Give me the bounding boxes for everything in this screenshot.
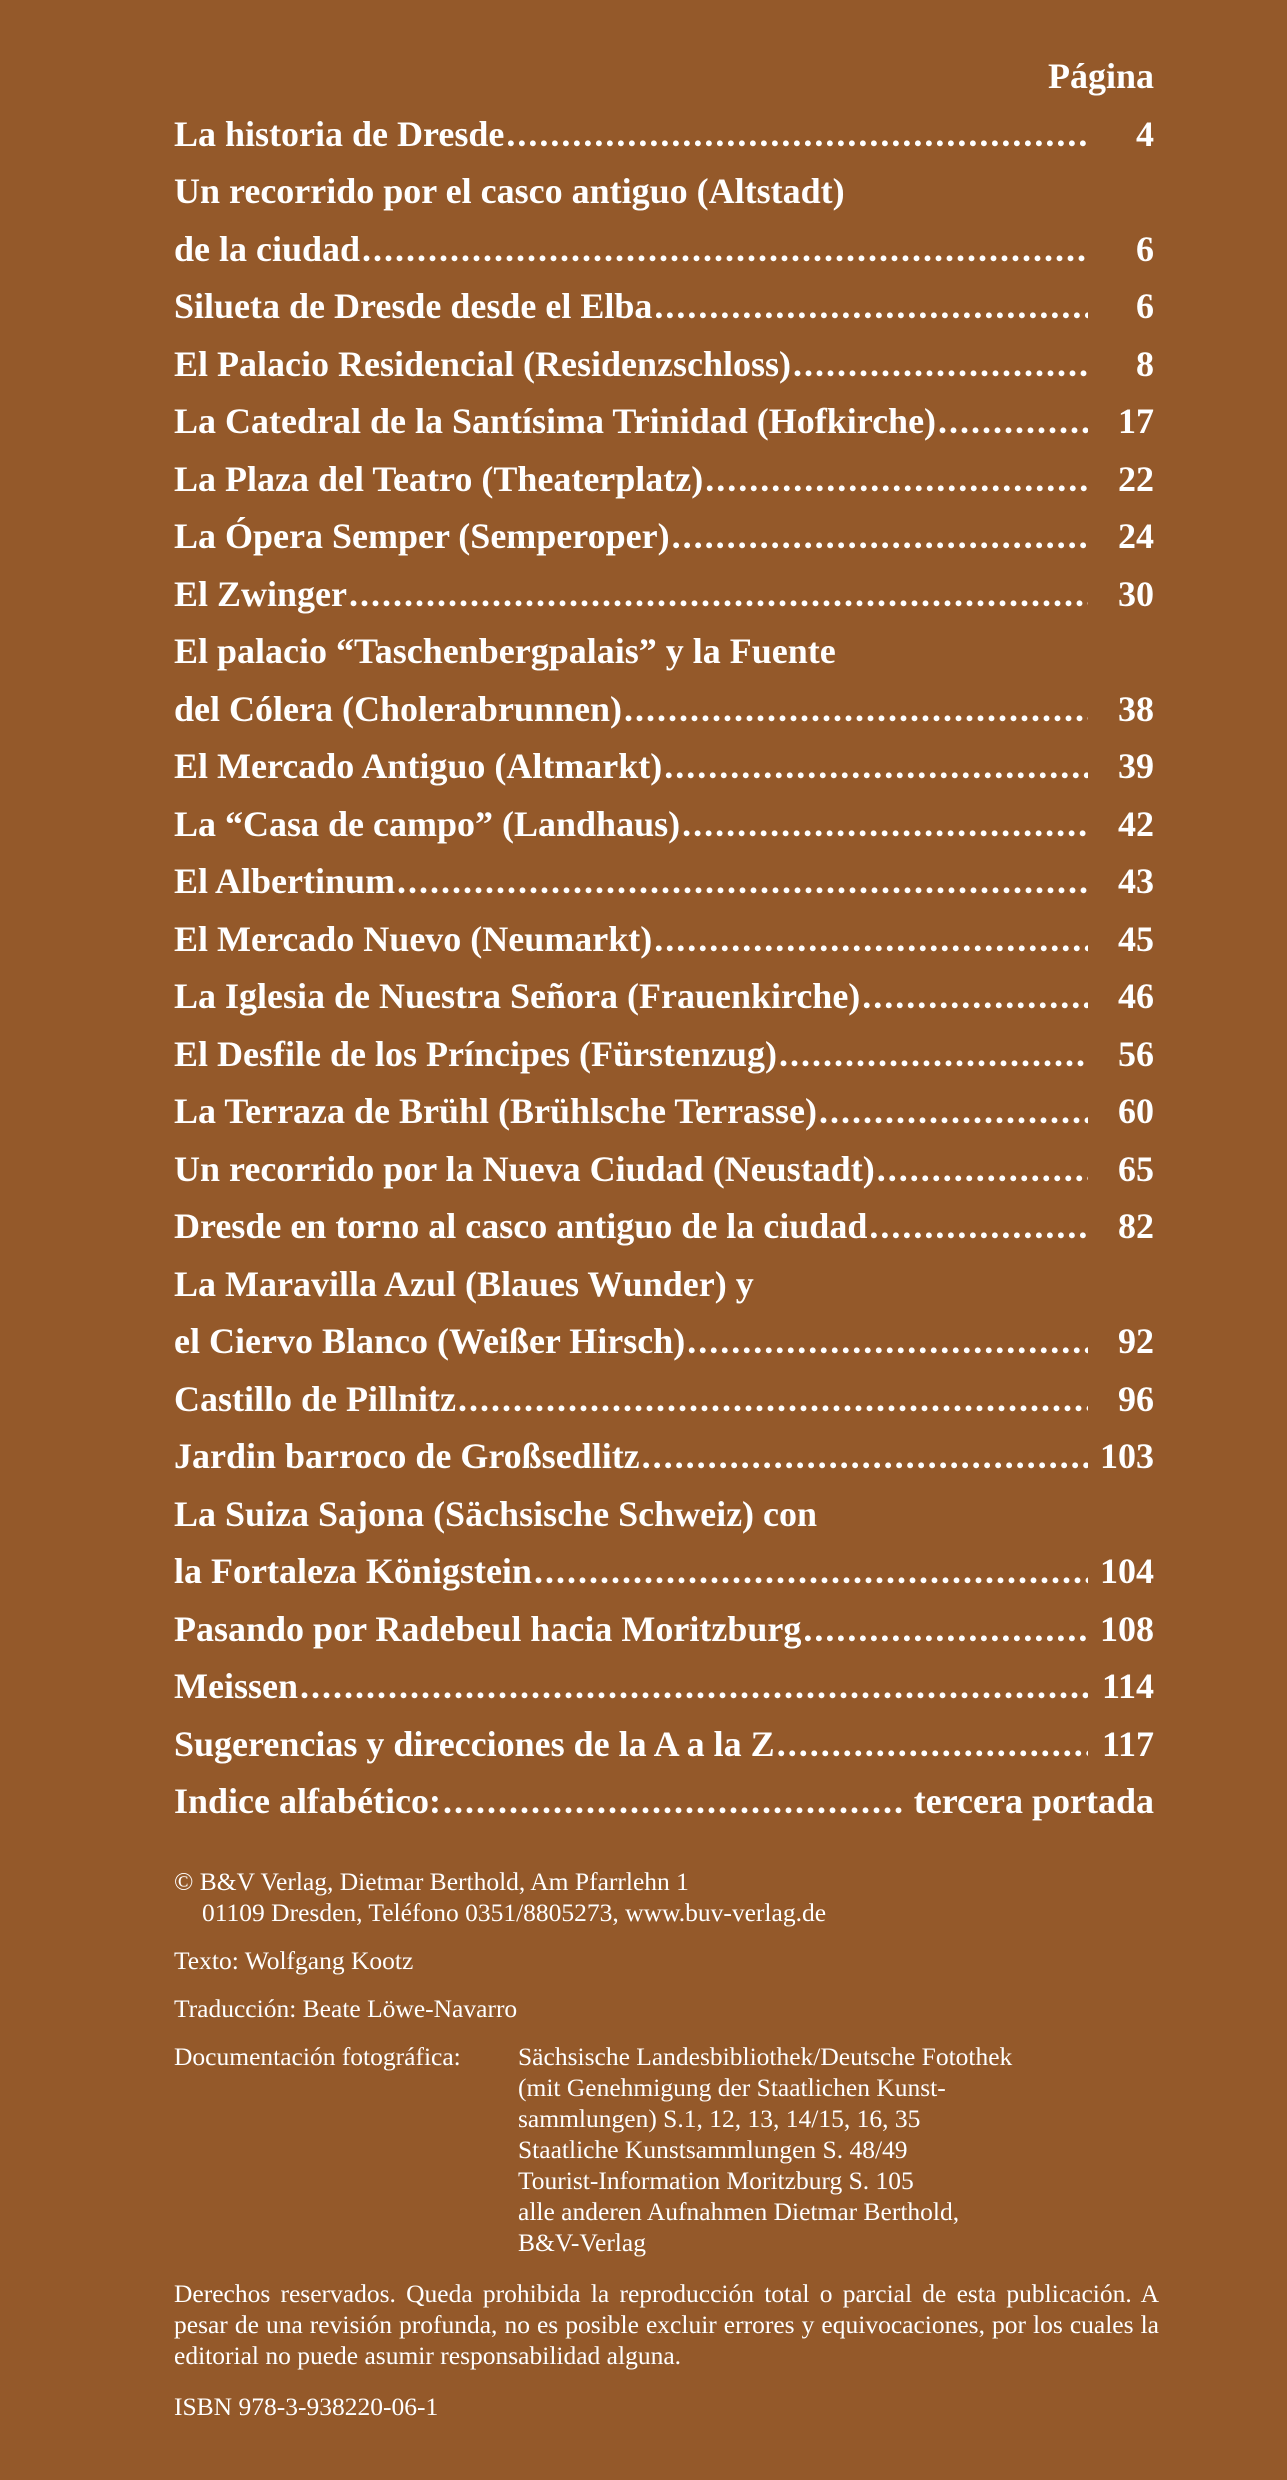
- toc-leader-dots: [938, 393, 1088, 451]
- toc-entry-page: 82: [1118, 1206, 1154, 1246]
- toc-entry-page: 103: [1100, 1436, 1154, 1476]
- toc-entry-page: 96: [1118, 1378, 1154, 1419]
- toc-leader-dots: [793, 336, 1088, 394]
- toc-leader-dots: [664, 738, 1088, 796]
- toc-leader-dots: [642, 1428, 1088, 1486]
- toc-leader-dots: [869, 1198, 1088, 1256]
- toc-entry-title: El Albertinum: [174, 861, 396, 901]
- toc-entry: [174, 451, 1154, 509]
- copyright-line: © B&V Verlag, Dietmar Berthold, Am Pfarrlehn 1: [174, 1867, 689, 1896]
- toc-entry: [174, 738, 1154, 796]
- toc-entry-page: 24: [1118, 516, 1154, 556]
- toc-leader-dots: [506, 106, 1088, 164]
- toc-entry-title: La Terraza de Brühl (Brühlsche Terrasse): [174, 1091, 818, 1131]
- toc-entry: [174, 911, 1154, 969]
- photo-credit-line: (mit Genehmigung der Staatlichen Kunst-: [518, 2073, 946, 2102]
- toc-leader-dots: [819, 1083, 1088, 1141]
- toc-entry: [174, 1716, 1154, 1774]
- toc-leader-dots: [682, 796, 1088, 854]
- toc-entry: [174, 1543, 1154, 1601]
- toc-entry: [174, 393, 1154, 451]
- toc-entry: [174, 1198, 1154, 1256]
- toc-entry-page: 92: [1118, 1321, 1154, 1361]
- toc-entry-page: 43: [1118, 861, 1154, 901]
- toc-entry: [174, 336, 1154, 394]
- toc-entry-page: 104: [1100, 1551, 1154, 1591]
- toc-entry-page: 42: [1118, 803, 1154, 844]
- toc-entry: [174, 1083, 1154, 1141]
- toc-entry-page: 117: [1101, 1723, 1154, 1764]
- address-line: 01109 Dresden, Teléfono 0351/8805273, www.buv-verlag.de: [202, 1898, 827, 1927]
- toc-entry-title: El Mercado Nuevo (Neumarkt): [174, 918, 653, 959]
- toc-leader-dots: [654, 911, 1088, 969]
- toc-leader-dots: [443, 1773, 902, 1831]
- toc-entry-page: 45: [1118, 918, 1154, 959]
- toc-leader-dots: [705, 451, 1088, 509]
- colophon: [174, 1866, 1159, 2422]
- toc-entry-page: tercera portada: [913, 1781, 1154, 1821]
- photo-credit-line: B&V-Verlag: [518, 2228, 646, 2257]
- toc-entry-page: 22: [1118, 458, 1154, 499]
- photo-credit-line: sammlungen) S.1, 12, 13, 14/15, 16, 35: [518, 2104, 921, 2133]
- toc-leader-dots: [672, 508, 1088, 566]
- toc-leader-dots: [362, 221, 1088, 279]
- photo-credits-label: Documentación fotográfica:: [174, 2042, 461, 2071]
- toc-entry: [174, 681, 1154, 739]
- photo-credit-line: Tourist-Information Moritzburg S. 105: [518, 2166, 914, 2195]
- toc-entry-title: de la ciudad: [174, 228, 361, 269]
- photo-credits: [174, 2041, 1159, 2258]
- toc-entry: [174, 1313, 1154, 1371]
- toc-entry-title: Indice alfabético:: [174, 1781, 441, 1821]
- toc-entry: [174, 278, 1154, 336]
- text-credit: Texto: Wolfgang Kootz: [174, 1946, 414, 1975]
- toc-entry-page: 56: [1118, 1033, 1154, 1074]
- toc-entry-title-line: La Maravilla Azul (Blaues Wunder) y: [174, 1263, 754, 1304]
- toc-leader-dots: [654, 278, 1088, 336]
- toc-entry-title: Castillo de Pillnitz: [174, 1378, 456, 1419]
- toc-entry-title: del Cólera (Cholerabrunnen): [174, 688, 622, 729]
- toc-entry: [174, 1601, 1154, 1659]
- toc-entry: [174, 1141, 1154, 1199]
- toc-leader-dots: [777, 1716, 1088, 1774]
- toc-entry-title: Dresde en torno al casco antiguo de la ciudad: [174, 1206, 868, 1246]
- toc-entry-title: La Ópera Semper (Semperoper): [174, 516, 670, 556]
- toc-entry: [174, 968, 1154, 1026]
- photo-credit-line: Staatliche Kunstsammlungen S. 48/49: [518, 2135, 908, 2164]
- toc-entry-title: La Catedral de la Santísima Trinidad (Hofkirche): [174, 401, 937, 441]
- photo-credit-line: Sächsische Landesbibliothek/Deutsche Fotothek: [518, 2042, 1013, 2071]
- toc-entries: [174, 106, 1154, 1831]
- toc-entry-title: Pasando por Radebeul hacia Moritzburg: [174, 1608, 802, 1649]
- toc-leader-dots: [624, 681, 1088, 739]
- toc-entry: [174, 796, 1154, 854]
- toc-leader-dots: [300, 1658, 1088, 1716]
- toc-entry: [174, 1658, 1154, 1716]
- toc-entry-page: 6: [1136, 228, 1154, 269]
- toc-entry: [174, 1371, 1154, 1429]
- toc-entry-page: 108: [1100, 1608, 1154, 1649]
- toc-entry-title: La “Casa de campo” (Landhaus): [174, 803, 681, 844]
- toc-entry-page: 65: [1118, 1148, 1154, 1189]
- toc-entry-page: 39: [1118, 746, 1154, 786]
- toc-entry-title: Meissen: [174, 1666, 298, 1706]
- toc-entry-title: El Zwinger: [174, 573, 348, 614]
- toc-leader-dots: [534, 1543, 1088, 1601]
- toc-leader-dots: [877, 1141, 1088, 1199]
- toc-entry-title: el Ciervo Blanco (Weißer Hirsch): [174, 1321, 686, 1361]
- translation-credit: Traducción: Beate Löwe-Navarro: [174, 1994, 518, 2023]
- toc-entry-page: 6: [1136, 286, 1154, 326]
- photo-credits-list: [518, 2041, 1159, 2258]
- toc-entry: [174, 508, 1154, 566]
- toc-entry: [174, 853, 1154, 911]
- toc-entry-title: la Fortaleza Königstein: [174, 1551, 532, 1591]
- toc-entry-page: 60: [1118, 1091, 1154, 1131]
- toc-entry: [174, 221, 1154, 279]
- toc-entry-page: 38: [1118, 688, 1154, 729]
- toc-entry: [174, 1428, 1154, 1486]
- toc-leader-dots: [458, 1371, 1088, 1429]
- toc-leader-dots: [687, 1313, 1088, 1371]
- toc-entry-page: 114: [1101, 1666, 1154, 1706]
- toc-entry-title-line: Un recorrido por el casco antiguo (Altstadt): [174, 171, 845, 211]
- toc-entry-title: El Palacio Residencial (Residenzschloss): [174, 343, 791, 384]
- toc-entry-title: Jardin barroco de Großsedlitz: [174, 1436, 640, 1476]
- toc-entry-title: El Desfile de los Príncipes (Fürstenzug): [174, 1033, 777, 1074]
- photo-credit-line: alle anderen Aufnahmen Dietmar Berthold,: [518, 2197, 960, 2226]
- toc-entry-title-line: El palacio “Taschenbergpalais” y la Fuente: [174, 631, 836, 671]
- toc-entry-title: Un recorrido por la Nueva Ciudad (Neustadt): [174, 1148, 875, 1189]
- toc-leader-dots: [349, 566, 1088, 624]
- toc-entry-title: Silueta de Dresde desde el Elba: [174, 286, 653, 326]
- rights-notice: Derechos reservados. Queda prohibida la reproducción total o parcial de esta publicación. A pesar de una revisión profunda, no es posible excluir errores y equivocaciones, por los cuales la editorial no puede asumir responsabilidad alguna.: [174, 2279, 1159, 2370]
- toc-entry-page: 8: [1136, 343, 1154, 384]
- isbn: ISBN 978-3-938220-06-1: [174, 2392, 439, 2421]
- toc-entry-title-line: La Suiza Sajona (Sächsische Schweiz) con: [174, 1493, 818, 1534]
- toc-entry-title: La historia de Dresde: [174, 113, 505, 154]
- toc-entry-page: 30: [1118, 573, 1154, 614]
- toc-entry-title: La Plaza del Teatro (Theaterplatz): [174, 458, 704, 499]
- toc-leader-dots: [397, 853, 1088, 911]
- toc-entry-page: 46: [1118, 976, 1154, 1016]
- toc-entry: [174, 566, 1154, 624]
- toc-entry: [174, 1026, 1154, 1084]
- toc-leader-dots: [779, 1026, 1088, 1084]
- toc-leader-dots: [862, 968, 1088, 1026]
- table-of-contents: [174, 48, 1154, 1831]
- toc-entry-title: La Iglesia de Nuestra Señora (Frauenkirche): [174, 976, 861, 1016]
- toc-entry-page: 4: [1136, 113, 1154, 154]
- toc-entry-title: El Mercado Antiguo (Altmarkt): [174, 746, 663, 786]
- toc-header: Página: [1047, 56, 1154, 96]
- toc-entry: [174, 106, 1154, 164]
- toc-entry-page: 17: [1118, 401, 1154, 441]
- toc-entry: [174, 1773, 1154, 1831]
- toc-entry-title: Sugerencias y direcciones de la A a la Z: [174, 1723, 775, 1764]
- toc-leader-dots: [803, 1601, 1088, 1659]
